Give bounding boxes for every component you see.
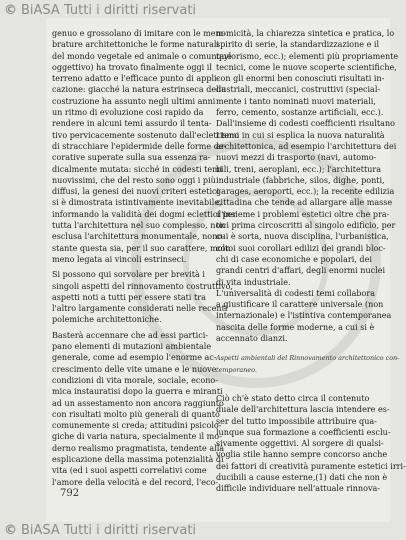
copyright-icon: ©	[4, 2, 17, 18]
text-line: lunque sua formazione a coefficienti esclu-	[216, 427, 391, 437]
text-line: ser del tutto impossibile attribuire qua-	[216, 416, 377, 426]
text-line: mica instauratisi dopo la guerra e miranti	[52, 387, 223, 397]
text-line: bili, treni, aeroplani, ecc.); l'architettura	[216, 164, 382, 174]
text-line: Basterà accennare che ad essi partici-	[52, 330, 209, 340]
copyright-stamp-top	[0, 1, 400, 19]
figure-caption: Aspetti ambientali del Rinnovamento architettonico con-	[216, 354, 400, 363]
text-line: chi di case economiche e popolari, dei	[216, 254, 372, 264]
text-line: crescimento delle vite umane e le nuove	[52, 364, 217, 374]
text-line: corative superate sulla sua essenza ra-	[52, 153, 211, 163]
stamp-text: BiASA Tutti i diritti riservati	[21, 522, 197, 538]
text-line: industriale (fabbriche, silos, dighe, ponti,	[216, 175, 385, 185]
text-line: condizioni di vita morale, sociale, econo-	[52, 375, 218, 385]
text-line: con gli enormi ben conosciuti risultati in-	[216, 74, 385, 84]
text-line: Si possono qui sorvolare per brevità i	[52, 270, 205, 280]
text-line: l'amore della velocità e del record, l'eco-	[52, 477, 219, 487]
text-line: di stracchiare l'epidermide delle forme de-	[52, 141, 227, 151]
text-line: con i suoi corollari edilizi dei grandi bloc-	[216, 243, 386, 253]
text-line: l'altro largamente considerati nelle recenti	[52, 304, 228, 314]
copyright-icon: ©	[4, 522, 17, 538]
text-line: dicalmente mutata: sicché in codesti temi	[52, 164, 223, 174]
text-line: duale dell'architettura lascia intendere es-	[216, 405, 390, 415]
text-line: nascita delle forme moderne, a cui si è	[216, 322, 375, 332]
text-line: voglia stile hanno sempre concorso anche	[216, 450, 388, 460]
text-line: un ritmo di evoluzione cosi rapido da	[52, 108, 204, 118]
text-line: ferro, cemento, sostanze artificiali, ecc.).	[216, 108, 384, 118]
text-line: pano elementi di mutazioni ambientale	[52, 342, 212, 352]
text-line: si è dimostrata istintivamente inevitabile,	[52, 198, 222, 208]
text-line: polemiche architettoniche.	[52, 315, 162, 325]
text-line: dustriali, meccanici, costruttivi (special-	[216, 85, 381, 95]
text-line: nuovi mezzi di trasporto (navi, automo-	[216, 153, 377, 163]
text-line: cittadina che tende ad allargare alle masse	[216, 198, 393, 208]
copyright-stamp-bottom	[0, 521, 400, 539]
text-line: oggettivo) ha trovato finalmente oggi il	[52, 62, 212, 72]
text-line: tivo pervicacemente sostenuto dall'eclettismo	[52, 130, 239, 140]
text-line: generale, come ad esempio l'enorme ac-	[52, 353, 217, 363]
text-line: nuovissimi, che del resto sono oggi i più	[52, 175, 216, 185]
text-line: tecnici, come le nuove scoperte scientifiche,	[216, 62, 397, 72]
text-line: difficile individuare nell'attuale rinnova-	[216, 484, 381, 494]
text-line: dei fattori di creatività puramente estetici irri-	[216, 461, 406, 471]
text-line: mente i tanto nominati nuovi materiali,	[216, 96, 376, 106]
text-line: garages, aeroporti, ecc.); la recente edilizia	[216, 187, 395, 197]
text-line: architettonica, ad esempio l'architettura dei	[216, 141, 397, 151]
text-line: a giustificare il carattere universale (non	[216, 300, 384, 310]
text-line: vita (ed i suoi aspetti correlativi come	[52, 466, 207, 476]
text-line: stante questa sia, per il suo carattere, molto	[52, 243, 234, 253]
text-line: derno realismo pragmatista, tendente alla	[52, 443, 225, 453]
text-line: spirito di serie, la standardizzazione e il	[216, 40, 380, 50]
text-line: di vita industriale.	[216, 277, 291, 287]
text-line: esplicazione della massima potenzialità di	[52, 454, 224, 464]
text-line: grandi centri d'affari, degli enormi nuclei	[216, 266, 386, 276]
text-line: brature architettoniche le forme naturali	[52, 40, 220, 50]
stamp-text: BiASA Tutti i diritti riservati	[21, 2, 197, 18]
text-line: d'insieme i problemi estetici oltre che pra-	[216, 209, 390, 219]
text-line: Dall'insieme di codesti coefficienti risultano	[216, 119, 395, 129]
text-column-right	[216, 28, 406, 495]
text-line: accennato dianzi.	[216, 334, 288, 344]
text-line: con risultati molto più generali di quanto	[52, 409, 220, 419]
spacer	[216, 344, 372, 354]
text-line: cui è sorta, nuova disciplina, l'urbanistica,	[216, 232, 389, 242]
text-line: singoli aspetti del rinnovamento costruttivo,	[52, 281, 233, 291]
text-line: taylorismo, ecc.); elementi più propriamente	[216, 51, 399, 61]
page-number: 792	[60, 488, 80, 499]
text-line: tici prima circoscritti al singolo edificio, per	[216, 221, 396, 231]
text-line: comunemente si creda; attitudini psicolo-	[52, 421, 222, 431]
text-line: Ciò ch'è stato detto circa il contenuto	[216, 393, 370, 403]
spacer	[216, 377, 372, 393]
text-line: giche di varia natura, specialmente il mo-	[52, 432, 222, 442]
text-line: del mondo vegetale ed animale o comunque	[52, 51, 232, 61]
text-line: i temi in cui si esplica la nuova naturalità	[216, 130, 385, 140]
text-line: aspetti noti a tutti per essere stati tra	[52, 292, 206, 302]
text-line: internazionale) e l'istintiva contemporanea	[216, 311, 392, 321]
text-line: genuo e grossolano di imitare con le mem-	[52, 29, 226, 38]
text-line: terreno adatto e l'efficace punto di appli-	[52, 74, 220, 84]
text-line: esclusa l'architettura monumentale, nono-	[52, 232, 225, 242]
figure-caption: temporaneo.	[216, 365, 257, 374]
text-line: nomicità, la chiarezza sintetica e pratica, lo	[216, 29, 395, 38]
text-line: sivamente oggettivi. Al sorgere di qualsi-	[216, 439, 384, 449]
text-line: cazione: giacché la natura estrinseca della	[52, 85, 227, 95]
text-line: rendere in alcuni temi assurdo il tenta-	[52, 119, 212, 129]
text-line: meno legata ai vincoli estrinseci.	[52, 254, 187, 264]
text-line: informando la validità dei dogmi eclettici per	[52, 209, 237, 219]
text-line: tutta l'architettura nel suo complesso, non	[52, 221, 226, 231]
text-line: L'universalità di codesti temi collabora	[216, 288, 376, 298]
text-line: costruzione ha assunto negli ultimi anni	[52, 96, 216, 106]
text-line: ad un assestamento non ancora raggiunto	[52, 398, 224, 408]
text-line: diffusi, la genesi dei nuovi criteri estetici	[52, 187, 220, 197]
text-line: ducibili a cause esterne,(1) dati che non è	[216, 472, 388, 482]
